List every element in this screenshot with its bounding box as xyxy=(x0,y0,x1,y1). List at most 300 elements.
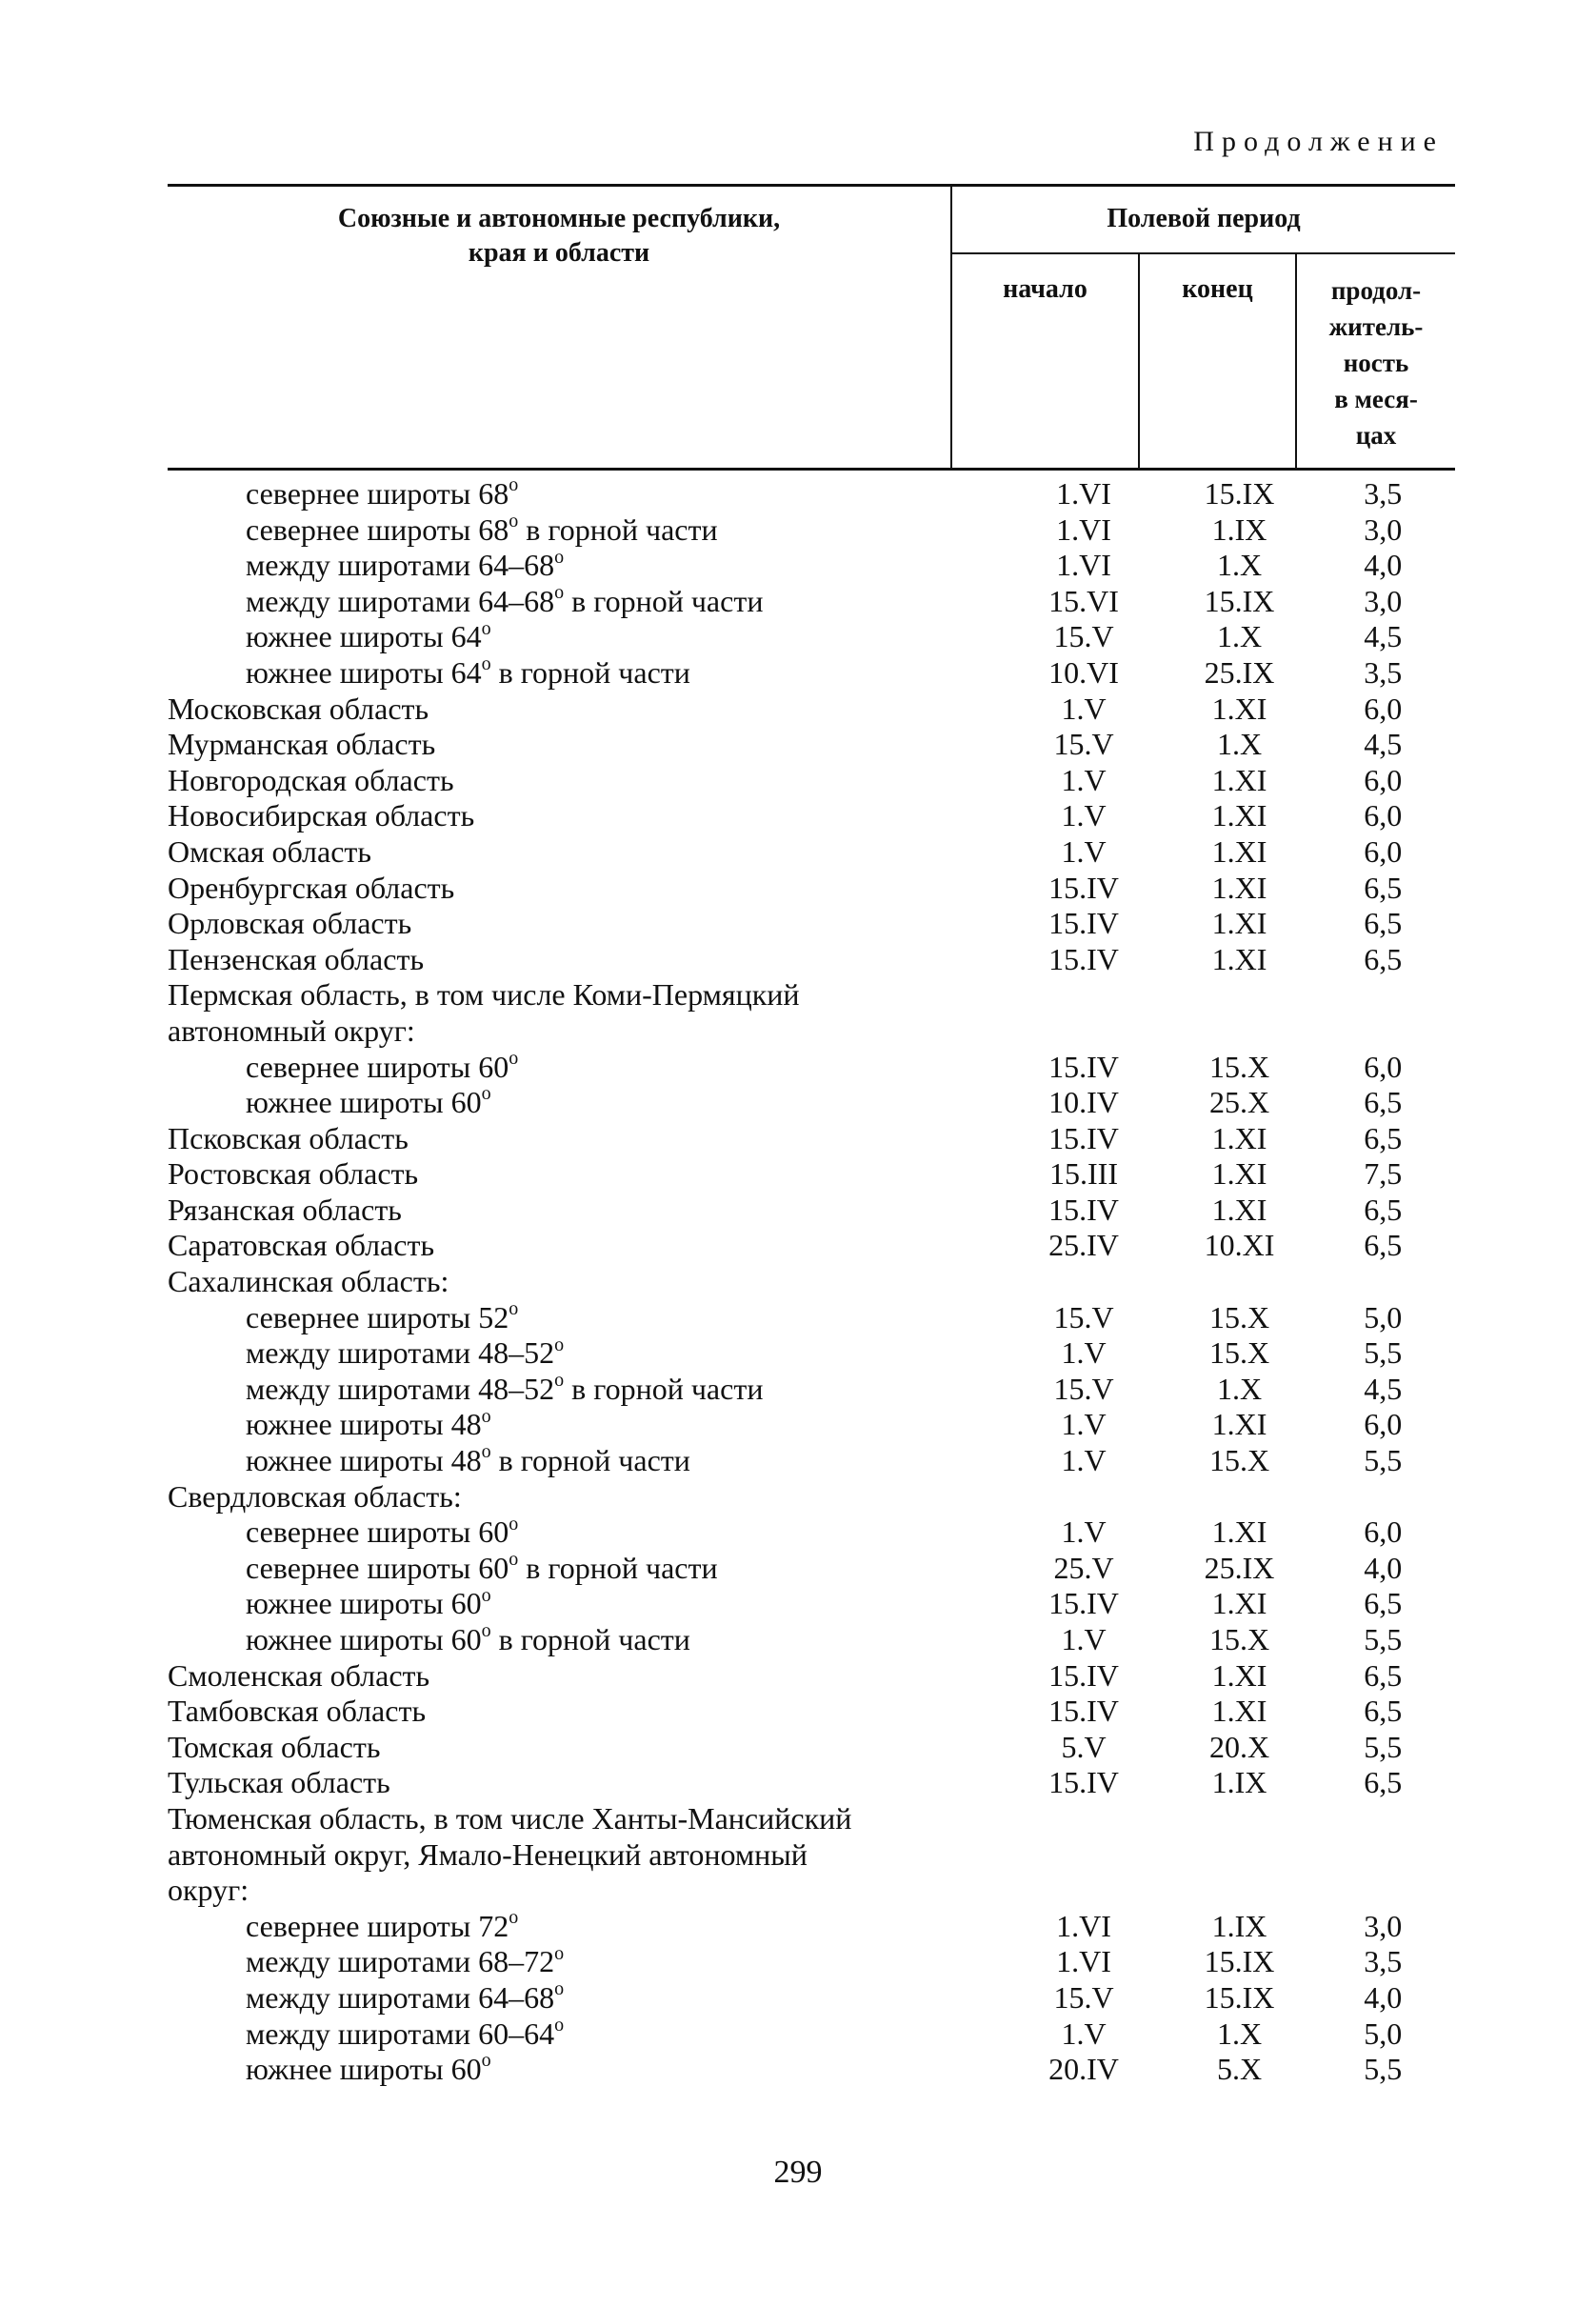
region-name: Свердловская область: xyxy=(168,1478,462,1514)
region-name: автономный округ: xyxy=(168,1013,415,1048)
duration-cell xyxy=(1310,1837,1455,1874)
table-row xyxy=(168,1694,1455,1730)
table-row xyxy=(168,977,1455,1013)
table-row xyxy=(168,1407,1455,1443)
region-cell xyxy=(168,1944,999,1980)
region-name: южнее широты 60 xyxy=(246,1622,482,1656)
header-bottom-rule xyxy=(168,468,1455,471)
duration-cell: 6,5 xyxy=(1364,906,1403,941)
region-qualifier: в горной части xyxy=(518,512,718,547)
start-cell: 1.V xyxy=(1061,833,1107,869)
table-row xyxy=(168,942,1455,978)
duration-cell xyxy=(1310,1264,1455,1300)
duration-cell: 6,5 xyxy=(1364,1586,1403,1621)
region-cell xyxy=(168,1228,999,1264)
table-row xyxy=(168,1765,1455,1801)
region-name: Московская область xyxy=(168,691,429,726)
start-cell: 1.V xyxy=(1061,1407,1107,1442)
header-duration: продол- житель- ность в меся- цах xyxy=(1328,276,1424,450)
duration-cell: 5,0 xyxy=(1364,1299,1403,1334)
end-cell: 1.XI xyxy=(1211,691,1267,726)
region-name: севернее широты 60 xyxy=(246,1550,509,1585)
table-row xyxy=(168,1909,1455,1945)
start-cell xyxy=(999,1479,1167,1515)
header-region-column: Союзные и автономные республики, края и области xyxy=(337,204,781,268)
table-row xyxy=(168,1801,1455,1837)
start-cell xyxy=(999,1801,1167,1837)
end-cell: 25.IX xyxy=(1204,1550,1275,1585)
region-cell xyxy=(168,548,999,584)
table-row xyxy=(168,1264,1455,1300)
duration-cell: 6,0 xyxy=(1364,1515,1403,1550)
end-cell: 1.XI xyxy=(1211,762,1267,797)
start-cell: 1.V xyxy=(1061,1622,1107,1656)
region-cell xyxy=(168,1801,999,1837)
duration-cell xyxy=(1310,1479,1455,1515)
region-cell xyxy=(168,1515,999,1551)
header-top-rule xyxy=(168,184,1455,187)
end-cell xyxy=(1168,1873,1311,1909)
duration-cell: 3,5 xyxy=(1364,1944,1403,1979)
region-cell xyxy=(168,1372,999,1408)
region-cell xyxy=(168,1586,999,1622)
start-cell: 15.V xyxy=(1053,1299,1114,1334)
duration-cell: 6,0 xyxy=(1364,798,1403,833)
region-cell xyxy=(168,1121,999,1157)
region-name: Рязанская область xyxy=(168,1192,402,1227)
region-name: Смоленская область xyxy=(168,1657,430,1693)
start-cell: 15.VI xyxy=(1048,583,1119,618)
end-cell: 1.XI xyxy=(1211,1694,1267,1729)
end-cell: 1.XI xyxy=(1211,870,1267,905)
duration-cell: 3,5 xyxy=(1364,654,1403,690)
header-end: конец xyxy=(1182,274,1253,304)
degree-mark: о xyxy=(509,474,519,496)
end-cell: 1.X xyxy=(1216,1371,1263,1406)
duration-cell: 3,0 xyxy=(1364,512,1403,547)
end-cell: 15.X xyxy=(1208,1335,1270,1371)
table-row xyxy=(168,1658,1455,1695)
region-name: Ростовская область xyxy=(168,1156,419,1192)
duration-cell: 5,0 xyxy=(1364,2016,1403,2051)
region-name: Омская область xyxy=(168,833,371,869)
start-cell: 20.IV xyxy=(1048,2052,1119,2087)
end-cell: 1.XI xyxy=(1211,1192,1267,1227)
region-name: южнее широты 48 xyxy=(246,1407,482,1442)
region-name: между широтами 64–68 xyxy=(246,548,555,583)
region-qualifier: в горной части xyxy=(490,1622,690,1656)
duration-cell xyxy=(1310,977,1455,1013)
table-row xyxy=(168,1551,1455,1587)
region-cell xyxy=(168,476,999,512)
region-name: южнее широты 48 xyxy=(246,1443,482,1478)
start-cell: 15.IV xyxy=(1048,1694,1119,1729)
table-row xyxy=(168,1085,1455,1121)
region-cell xyxy=(168,977,999,1013)
table-row xyxy=(168,1622,1455,1658)
degree-mark: о xyxy=(509,1298,519,1319)
region-name: севернее широты 68 xyxy=(246,512,509,547)
start-cell xyxy=(999,1264,1167,1300)
end-cell: 20.X xyxy=(1208,1729,1270,1764)
table-row xyxy=(168,655,1455,692)
start-cell xyxy=(999,1013,1167,1050)
degree-mark: о xyxy=(481,617,491,639)
start-cell: 15.V xyxy=(1053,1371,1114,1406)
table-row xyxy=(168,548,1455,584)
region-cell xyxy=(168,727,999,763)
region-cell xyxy=(168,1765,999,1801)
region-qualifier: в горной части xyxy=(564,583,764,618)
region-name: Орловская область xyxy=(168,906,412,941)
region-cell xyxy=(168,1335,999,1372)
end-cell: 15.X xyxy=(1208,1299,1270,1334)
start-cell: 25.V xyxy=(1053,1550,1114,1585)
region-qualifier: в горной части xyxy=(490,654,690,690)
region-name: Мурманская область xyxy=(168,727,436,762)
start-cell: 1.V xyxy=(1061,798,1107,833)
region-cell xyxy=(168,871,999,907)
region-name: автономный округ, Ямало-Ненецкий автономный xyxy=(168,1836,808,1872)
region-cell xyxy=(168,1085,999,1121)
region-name: Псковская область xyxy=(168,1120,409,1155)
region-cell xyxy=(168,2016,999,2053)
end-cell: 1.X xyxy=(1216,727,1263,762)
duration-cell xyxy=(1310,1873,1455,1909)
region-name: между широтами 48–52 xyxy=(246,1371,555,1406)
end-cell xyxy=(1168,1013,1311,1050)
start-cell xyxy=(999,1837,1167,1874)
start-cell: 1.V xyxy=(1061,2016,1107,2051)
table-row xyxy=(168,1121,1455,1157)
degree-mark: о xyxy=(509,1907,519,1929)
page-number: 299 xyxy=(773,2155,823,2190)
region-qualifier: в горной части xyxy=(564,1371,764,1406)
table-row xyxy=(168,1586,1455,1622)
start-cell: 1.V xyxy=(1061,691,1107,726)
duration-cell: 6,0 xyxy=(1364,762,1403,797)
end-cell: 15.X xyxy=(1208,1049,1270,1084)
degree-mark: о xyxy=(481,1083,491,1105)
table-row xyxy=(168,798,1455,834)
degree-mark: о xyxy=(481,1405,491,1427)
degree-mark: о xyxy=(554,582,565,604)
start-cell: 15.IV xyxy=(1048,941,1119,976)
continuation-label: Продолжение xyxy=(1193,126,1444,157)
header-field-period: Полевой период xyxy=(1107,204,1301,233)
start-cell: 15.V xyxy=(1053,1979,1114,2015)
duration-cell: 5,5 xyxy=(1364,1622,1403,1656)
degree-mark: о xyxy=(481,1620,491,1642)
end-cell: 1.X xyxy=(1216,2016,1263,2051)
table-row xyxy=(168,1156,1455,1193)
region-cell xyxy=(168,1909,999,1945)
end-cell: 1.XI xyxy=(1211,941,1267,976)
duration-cell: 7,5 xyxy=(1364,1156,1403,1192)
region-cell xyxy=(168,1551,999,1587)
table-row xyxy=(168,1873,1455,1909)
end-cell: 15.X xyxy=(1208,1622,1270,1656)
degree-mark: о xyxy=(554,1978,565,2000)
region-name: южнее широты 60 xyxy=(246,1586,482,1621)
degree-mark: о xyxy=(554,546,565,568)
region-name: севернее широты 72 xyxy=(246,1908,509,1943)
degree-mark: о xyxy=(554,1370,565,1392)
duration-cell: 6,5 xyxy=(1364,1657,1403,1693)
duration-cell: 5,5 xyxy=(1364,1335,1403,1371)
region-name: Сахалинская область: xyxy=(168,1264,449,1299)
end-cell: 1.X xyxy=(1216,619,1263,654)
degree-mark: о xyxy=(481,2050,491,2072)
header-group-rule xyxy=(952,252,1455,254)
start-cell: 15.IV xyxy=(1048,1586,1119,1621)
end-cell xyxy=(1168,977,1311,1013)
region-cell xyxy=(168,655,999,692)
duration-cell: 6,5 xyxy=(1364,1228,1403,1263)
region-name: севернее широты 60 xyxy=(246,1515,509,1550)
duration-cell: 6,0 xyxy=(1364,833,1403,869)
degree-mark: о xyxy=(509,1513,519,1535)
duration-cell: 5,5 xyxy=(1364,1443,1403,1478)
table-row xyxy=(168,1300,1455,1336)
end-cell: 15.X xyxy=(1208,1443,1270,1478)
region-name: Оренбургская область xyxy=(168,870,455,905)
degree-mark: о xyxy=(554,1334,565,1355)
table-row xyxy=(168,1837,1455,1874)
region-name: южнее широты 64 xyxy=(246,619,482,654)
region-cell xyxy=(168,1443,999,1479)
degree-mark: о xyxy=(509,510,519,532)
table-row xyxy=(168,1944,1455,1980)
region-name: между широтами 68–72 xyxy=(246,1944,555,1979)
table-row xyxy=(168,2016,1455,2053)
end-cell xyxy=(1168,1479,1311,1515)
end-cell: 1.X xyxy=(1216,548,1263,583)
start-cell: 15.V xyxy=(1053,727,1114,762)
start-cell: 5.V xyxy=(1061,1729,1107,1764)
duration-cell: 3,5 xyxy=(1364,476,1403,511)
end-cell xyxy=(1168,1264,1311,1300)
region-name: Томская область xyxy=(168,1729,381,1764)
region-name: Тюменская область, в том числе Ханты-Мансийский xyxy=(168,1800,852,1836)
start-cell: 1.V xyxy=(1061,1443,1107,1478)
start-cell: 1.VI xyxy=(1056,512,1111,547)
start-cell: 15.IV xyxy=(1048,906,1119,941)
end-cell: 1.IX xyxy=(1211,1765,1267,1800)
region-name: севернее широты 52 xyxy=(246,1299,509,1334)
region-cell xyxy=(168,1658,999,1695)
region-name: Новгородская область xyxy=(168,762,454,797)
duration-cell xyxy=(1310,1013,1455,1050)
duration-cell: 6,0 xyxy=(1364,1407,1403,1442)
duration-cell: 6,5 xyxy=(1364,1120,1403,1155)
region-cell xyxy=(168,1694,999,1730)
start-cell: 1.V xyxy=(1061,1515,1107,1550)
region-cell xyxy=(168,1479,999,1515)
start-cell: 15.IV xyxy=(1048,870,1119,905)
end-cell: 15.IX xyxy=(1204,1944,1275,1979)
region-name: южнее широты 60 xyxy=(246,1085,482,1120)
region-name: южнее широты 64 xyxy=(246,654,482,690)
end-cell: 1.XI xyxy=(1211,906,1267,941)
degree-mark: о xyxy=(509,1047,519,1069)
region-name: Пензенская область xyxy=(168,941,425,976)
end-cell: 1.XI xyxy=(1211,1407,1267,1442)
duration-cell: 6,5 xyxy=(1364,1694,1403,1729)
region-name: округ: xyxy=(168,1873,249,1908)
start-cell: 1.VI xyxy=(1056,1908,1111,1943)
region-cell xyxy=(168,1156,999,1193)
start-cell: 1.V xyxy=(1061,1335,1107,1371)
table-row xyxy=(168,1193,1455,1229)
end-cell: 1.IX xyxy=(1211,1908,1267,1943)
table-body xyxy=(168,476,1455,2088)
region-cell xyxy=(168,1622,999,1658)
start-cell: 1.V xyxy=(1061,762,1107,797)
region-cell xyxy=(168,619,999,655)
table-row xyxy=(168,1335,1455,1372)
duration-cell: 6,5 xyxy=(1364,941,1403,976)
end-cell: 15.IX xyxy=(1204,583,1275,618)
duration-cell: 4,5 xyxy=(1364,619,1403,654)
table-row xyxy=(168,1372,1455,1408)
region-qualifier: в горной части xyxy=(490,1443,690,1478)
degree-mark: о xyxy=(481,1441,491,1463)
duration-cell: 5,5 xyxy=(1364,1729,1403,1764)
region-cell xyxy=(168,1407,999,1443)
region-cell xyxy=(168,942,999,978)
end-cell: 10.XI xyxy=(1204,1228,1275,1263)
header-start: начало xyxy=(1003,274,1087,304)
end-cell: 15.IX xyxy=(1204,476,1275,511)
start-cell: 10.VI xyxy=(1048,654,1119,690)
duration-cell: 4,0 xyxy=(1364,548,1403,583)
region-cell xyxy=(168,834,999,871)
duration-cell: 6,5 xyxy=(1364,1765,1403,1800)
duration-cell: 6,5 xyxy=(1364,1192,1403,1227)
table-row xyxy=(168,1228,1455,1264)
table-row xyxy=(168,763,1455,799)
start-cell: 15.IV xyxy=(1048,1657,1119,1693)
start-cell: 1.VI xyxy=(1056,1944,1111,1979)
end-cell: 15.IX xyxy=(1204,1979,1275,2015)
duration-cell: 3,0 xyxy=(1364,583,1403,618)
end-cell: 1.XI xyxy=(1211,1515,1267,1550)
region-cell xyxy=(168,798,999,834)
start-cell: 15.V xyxy=(1053,619,1114,654)
table-row xyxy=(168,1515,1455,1551)
end-cell xyxy=(1168,1801,1311,1837)
start-cell: 15.IV xyxy=(1048,1120,1119,1155)
region-name: между широтами 48–52 xyxy=(246,1335,555,1371)
table-row xyxy=(168,906,1455,942)
region-cell xyxy=(168,1980,999,2016)
end-cell: 1.IX xyxy=(1211,512,1267,547)
table-row xyxy=(168,1479,1455,1515)
region-cell xyxy=(168,1730,999,1766)
start-cell: 15.IV xyxy=(1048,1192,1119,1227)
region-cell xyxy=(168,1047,999,1086)
end-cell xyxy=(1168,1837,1311,1874)
start-cell xyxy=(999,1873,1167,1909)
table-row xyxy=(168,834,1455,871)
end-cell: 1.XI xyxy=(1211,1120,1267,1155)
degree-mark: о xyxy=(481,1584,491,1606)
start-cell: 10.IV xyxy=(1048,1085,1119,1120)
duration-cell: 4,0 xyxy=(1364,1550,1403,1585)
table-row xyxy=(168,1980,1455,2016)
table-row xyxy=(168,1730,1455,1766)
duration-cell: 4,5 xyxy=(1364,727,1403,762)
region-cell xyxy=(168,1873,999,1909)
degree-mark: о xyxy=(481,653,491,675)
field-period-table xyxy=(168,476,1455,2088)
start-cell: 25.IV xyxy=(1048,1228,1119,1263)
degree-mark: о xyxy=(554,1942,565,1964)
table-row xyxy=(168,1443,1455,1479)
region-name: южнее широты 60 xyxy=(246,2052,482,2087)
duration-cell: 4,0 xyxy=(1364,1979,1403,2015)
region-cell xyxy=(168,1013,999,1050)
table-row xyxy=(168,2052,1455,2088)
region-cell xyxy=(168,584,999,620)
end-cell: 1.XI xyxy=(1211,1586,1267,1621)
end-cell: 1.XI xyxy=(1211,798,1267,833)
table-row xyxy=(168,727,1455,763)
end-cell: 5.X xyxy=(1216,2052,1263,2087)
region-name: Тамбовская область xyxy=(168,1694,427,1729)
region-name: Пермская область, в том числе Коми-Пермяцкий xyxy=(168,977,800,1013)
region-cell xyxy=(168,2052,999,2088)
duration-cell xyxy=(1310,1801,1455,1837)
region-cell xyxy=(168,1837,999,1874)
region-qualifier: в горной части xyxy=(518,1550,718,1585)
table-row xyxy=(168,871,1455,907)
duration-cell: 3,0 xyxy=(1364,1908,1403,1943)
table-row xyxy=(168,619,1455,655)
degree-mark: о xyxy=(554,2014,565,2036)
duration-cell: 6,5 xyxy=(1364,1085,1403,1120)
degree-mark: о xyxy=(509,1549,519,1571)
end-cell: 1.XI xyxy=(1211,1657,1267,1693)
region-name: севернее широты 60 xyxy=(246,1049,509,1084)
end-cell: 25.IX xyxy=(1204,654,1275,690)
end-cell: 25.X xyxy=(1208,1085,1270,1120)
region-name: между широтами 64–68 xyxy=(246,583,555,618)
start-cell: 15.IV xyxy=(1048,1049,1119,1084)
region-cell xyxy=(168,1300,999,1336)
table-row xyxy=(168,1050,1455,1086)
region-name: между широтами 64–68 xyxy=(246,1979,555,2015)
duration-cell: 5,5 xyxy=(1364,2052,1403,2087)
region-name: Новосибирская область xyxy=(168,798,475,833)
start-cell: 15.IV xyxy=(1048,1765,1119,1800)
table-row xyxy=(168,476,1455,512)
duration-cell: 4,5 xyxy=(1364,1371,1403,1406)
table-row xyxy=(168,584,1455,620)
region-name: севернее широты 68 xyxy=(246,476,509,511)
table-row xyxy=(168,512,1455,549)
duration-cell: 6,0 xyxy=(1364,691,1403,726)
start-cell: 15.III xyxy=(1049,1156,1118,1192)
region-cell xyxy=(168,763,999,799)
duration-cell: 6,0 xyxy=(1364,1049,1403,1084)
table-row xyxy=(168,1013,1455,1050)
region-name: Саратовская область xyxy=(168,1228,435,1263)
end-cell: 1.XI xyxy=(1211,1156,1267,1192)
start-cell xyxy=(999,977,1167,1013)
end-cell: 1.XI xyxy=(1211,833,1267,869)
